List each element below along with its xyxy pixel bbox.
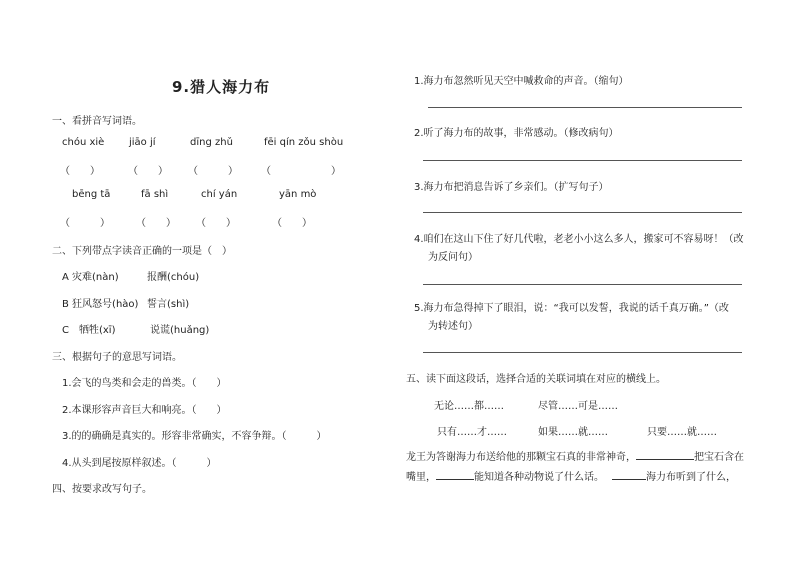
pinyin-item: chí yán xyxy=(201,189,238,200)
option-c-label[interactable]: C 牺牲(xī) xyxy=(62,325,116,336)
section-5-heading: 五、读下面这段话，选择合适的关联词填在对应的横线上。 xyxy=(406,374,666,385)
paragraph-text: 嘴里， xyxy=(406,472,436,483)
option-c-pair: 说谎(huǎng) xyxy=(150,325,210,336)
s3-item[interactable]: 3.的的确确是真实的。形容非常确实，不容争辩。（ ） xyxy=(62,431,327,442)
answer-paren[interactable]: （ ） xyxy=(128,166,168,177)
answer-paren[interactable]: （ ） xyxy=(188,166,238,177)
section-1-heading: 一、看拼音写词语。 xyxy=(52,116,142,127)
pinyin-item: bēng tā xyxy=(72,189,111,200)
section-4-heading: 四、按要求改写句子。 xyxy=(52,484,152,495)
rewrite-q5-line1: 5.海力布急得掉下了眼泪，说：“我可以发誓，我说的话千真万确。”（改 xyxy=(414,303,729,314)
paragraph-text: 能知道各种动物说了什么话。 xyxy=(474,472,604,483)
option-b-label[interactable]: B 狂风怒号(hào) xyxy=(62,299,139,310)
rewrite-q5-line2: 为转述句） xyxy=(428,321,478,332)
answer-line[interactable] xyxy=(428,107,742,108)
option-a-label[interactable]: A 灾难(nàn) xyxy=(62,272,119,283)
pinyin-item: dīng zhǔ xyxy=(190,137,233,148)
answer-paren[interactable]: （ ） xyxy=(136,218,176,229)
answer-paren[interactable]: （ ） xyxy=(261,166,341,177)
conjunction-option: 只有……才…… xyxy=(437,427,507,438)
conjunction-option: 如果……就…… xyxy=(538,427,608,438)
pinyin-item: fā shì xyxy=(141,189,169,200)
conjunction-option: 无论……都…… xyxy=(434,401,504,412)
rewrite-q4-line2: 为反问句） xyxy=(428,252,478,263)
option-b-pair: 誓言(shì) xyxy=(147,299,190,310)
paragraph-line-2 xyxy=(406,468,736,483)
s3-item[interactable]: 4.从头到尾按原样叙述。（ ） xyxy=(62,458,217,469)
paragraph-text: 海力布听到了什么， xyxy=(646,472,736,483)
s3-item[interactable]: 2.本课形容声音巨大和响亮。（ ） xyxy=(62,405,227,416)
paragraph-line-1 xyxy=(406,448,744,463)
answer-paren[interactable]: （ ） xyxy=(60,218,110,229)
rewrite-q1: 1.海力布忽然听见天空中喊救命的声音。（缩句） xyxy=(414,76,629,87)
answer-line[interactable] xyxy=(423,160,742,161)
paragraph-text: 龙王为答谢海力布送给他的那颗宝石真的非常神奇， xyxy=(406,452,636,463)
section-3-heading: 三、根据句子的意思写词语。 xyxy=(52,352,182,363)
rewrite-q4-line1: 4.咱们在这山下住了好几代啦，老老小小这么多人，搬家可不容易呀！（改 xyxy=(414,234,744,245)
answer-line[interactable] xyxy=(423,212,742,213)
page-title: 9.猎人海力布 xyxy=(172,78,271,96)
s3-item[interactable]: 1.会飞的鸟类和会走的兽类。（ ） xyxy=(62,378,227,389)
answer-paren[interactable]: （ ） xyxy=(60,166,100,177)
pinyin-item: jiāo jí xyxy=(129,137,156,148)
pinyin-item: fēi qín zǒu shòu xyxy=(264,137,344,148)
rewrite-q2: 2.听了海力布的故事，非常感动。（修改病句） xyxy=(414,128,619,139)
answer-paren[interactable]: （ ） xyxy=(196,218,236,229)
option-a-pair: 报酬(chóu) xyxy=(147,272,200,283)
fill-blank[interactable] xyxy=(636,449,694,460)
conjunction-option: 尽管……可是…… xyxy=(538,401,618,412)
answer-line[interactable] xyxy=(423,352,742,353)
fill-blank[interactable] xyxy=(436,469,474,480)
answer-line[interactable] xyxy=(423,284,742,285)
section-2-heading: 二、下列带点字读音正确的一项是（ ） xyxy=(52,246,232,257)
pinyin-item: yān mò xyxy=(279,189,317,200)
fill-blank[interactable] xyxy=(612,469,646,480)
conjunction-option: 只要……就…… xyxy=(647,427,717,438)
rewrite-q3: 3.海力布把消息告诉了乡亲们。（扩写句子） xyxy=(414,182,609,193)
answer-paren[interactable]: （ ） xyxy=(272,218,312,229)
pinyin-item: chóu xiè xyxy=(62,137,105,148)
paragraph-text: 把宝石含在 xyxy=(694,452,744,463)
